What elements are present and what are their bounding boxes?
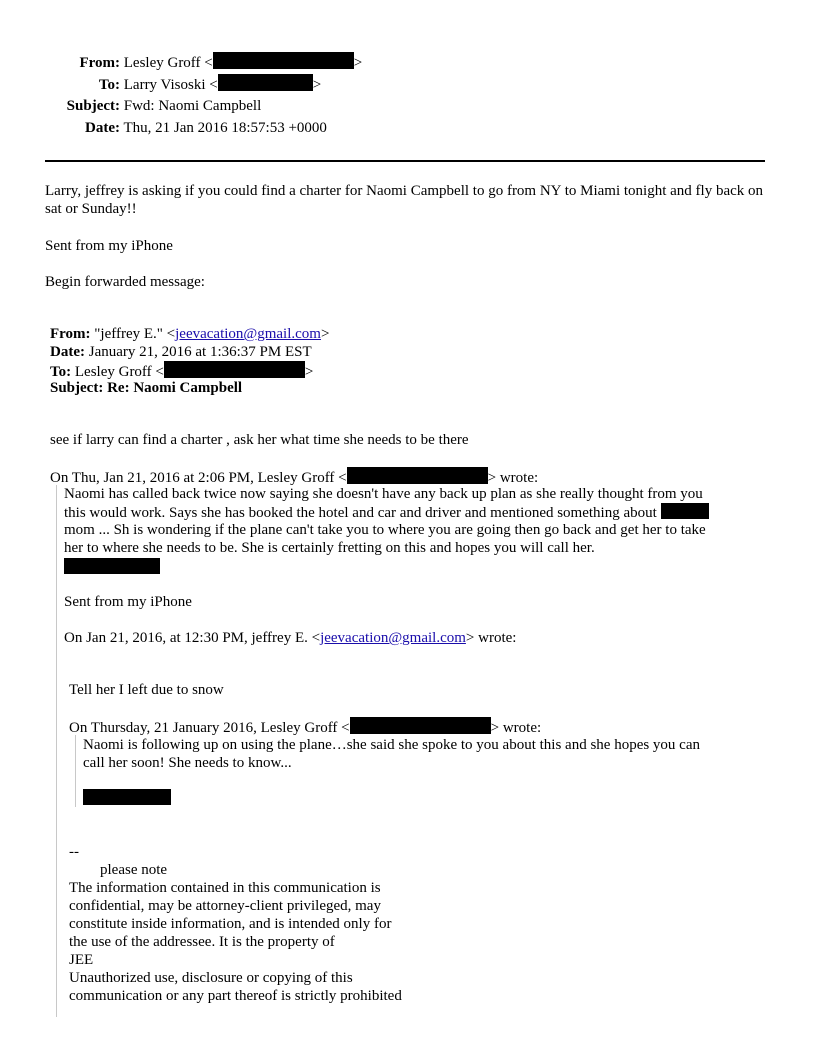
redacted-name-block <box>661 503 709 519</box>
quote2-line2: call her soon! She needs to know... <box>83 755 292 771</box>
quote2-message: Tell her I left due to snow <box>69 682 224 698</box>
fwd-date-row <box>50 343 312 361</box>
quote1-intro-end: > wrote: <box>487 470 539 486</box>
header-to-label: To: <box>98 77 120 93</box>
fwd-date-label: Date: <box>50 344 85 360</box>
fwd-from-row <box>50 325 329 343</box>
quote1-intro <box>50 467 538 487</box>
disclaimer-line: confidential, may be attorney-client privileged, may <box>69 898 381 914</box>
fwd-from-label: From: <box>50 326 91 342</box>
fwd-from-bracket: > <box>320 326 330 342</box>
header-to-row <box>0 74 321 95</box>
header-from-label: From: <box>79 55 120 71</box>
fwd-date-value: January 21, 2016 at 1:36:37 PM EST <box>88 344 312 360</box>
redacted-email-block <box>164 361 305 378</box>
quote1-reply-intro <box>64 629 516 647</box>
header-from-row <box>0 52 362 73</box>
body-sent-from: Sent from my iPhone <box>45 238 173 254</box>
fwd-message: see if larry can find a charter , ask her what time she needs to be there <box>50 432 469 448</box>
quote1-reply-end: > wrote: <box>465 630 517 646</box>
quote1-line2: this would work. Says she has booked the hotel and car and driver and mentioned something about <box>64 505 657 521</box>
disclaimer-line: the use of the addressee. It is the property of <box>69 934 335 950</box>
fwd-to-value: Lesley Groff < <box>74 364 164 380</box>
quote1-line1: Naomi has called back twice now saying she doesn't have any back up plan as she really thought from you <box>64 486 703 502</box>
fwd-to-row <box>50 361 313 381</box>
redacted-email-block <box>350 717 491 734</box>
signature-disclaimer <box>69 879 402 1005</box>
header-date-row <box>0 118 327 138</box>
signature-please-note: please note <box>100 862 168 878</box>
redacted-email-block <box>218 74 313 91</box>
redacted-email-block <box>347 467 488 484</box>
quote1-sent-from: Sent from my iPhone <box>64 594 192 610</box>
disclaimer-line: Unauthorized use, disclosure or copying of this <box>69 970 353 986</box>
quote1-intro-text: On Thu, Jan 21, 2016 at 2:06 PM, Lesley Groff < <box>50 470 347 486</box>
fwd-to-label: To: <box>50 364 72 380</box>
quote2-intro-text: On Thursday, 21 January 2016, Lesley Groff < <box>69 720 350 736</box>
signature-dashes: -- <box>69 844 79 860</box>
header-divider <box>45 160 765 162</box>
fwd-from-email-link[interactable]: jeevacation@gmail.com <box>175 326 321 342</box>
header-date-value: Thu, 21 Jan 2016 18:57:53 +0000 <box>123 120 327 136</box>
quote2-line1: Naomi is following up on using the plane…she said she spoke to you about this and she hopes you can <box>83 737 700 753</box>
disclaimer-line: constitute inside information, and is intended only for <box>69 916 392 932</box>
header-date-label: Date: <box>85 120 120 136</box>
quote2-intro <box>69 717 541 737</box>
header-subject-value: Fwd: Naomi Campbell <box>123 98 262 114</box>
header-subject-label: Subject: <box>66 98 120 114</box>
quote1-line3: mom ... Sh is wondering if the plane can't take you to where you are going then go back and get her to take <box>64 522 706 538</box>
fwd-to-bracket: > <box>304 364 314 380</box>
header-from-value: Lesley Groff < <box>123 55 213 71</box>
header-to-bracket: > <box>312 77 322 93</box>
quote2-intro-end: > wrote: <box>490 720 542 736</box>
disclaimer-line: The information contained in this communication is <box>69 880 381 896</box>
quote1-line4: her to where she needs to be. She is certainly fretting on this and hopes you will call her. <box>64 540 595 556</box>
disclaimer-line: communication or any part thereof is strictly prohibited <box>69 988 402 1004</box>
disclaimer-line: JEE <box>69 952 94 968</box>
body-paragraph: Larry, jeffrey is asking if you could find a charter for Naomi Campbell to go from NY to Miami tonight and fly back on sat or Sunday!! <box>45 183 764 217</box>
body-begin-forwarded: Begin forwarded message: <box>45 274 205 290</box>
quote1-line2-row <box>64 503 709 522</box>
quote1-reply-email-link[interactable]: jeevacation@gmail.com <box>320 630 466 646</box>
header-from-bracket: > <box>353 55 363 71</box>
quote2-bar <box>75 735 76 807</box>
header-subject-row <box>0 96 261 116</box>
quote1-bar <box>56 485 57 1017</box>
redacted-email-block <box>213 52 354 69</box>
fwd-subject-row: Subject: Re: Naomi Campbell <box>50 380 243 396</box>
redacted-signature-block <box>64 558 160 574</box>
redacted-signature-block <box>83 789 171 805</box>
header-to-value: Larry Visoski < <box>123 77 218 93</box>
fwd-from-name: "jeffrey E." < <box>94 326 176 342</box>
quote1-reply-intro-text: On Jan 21, 2016, at 12:30 PM, jeffrey E. < <box>64 630 321 646</box>
